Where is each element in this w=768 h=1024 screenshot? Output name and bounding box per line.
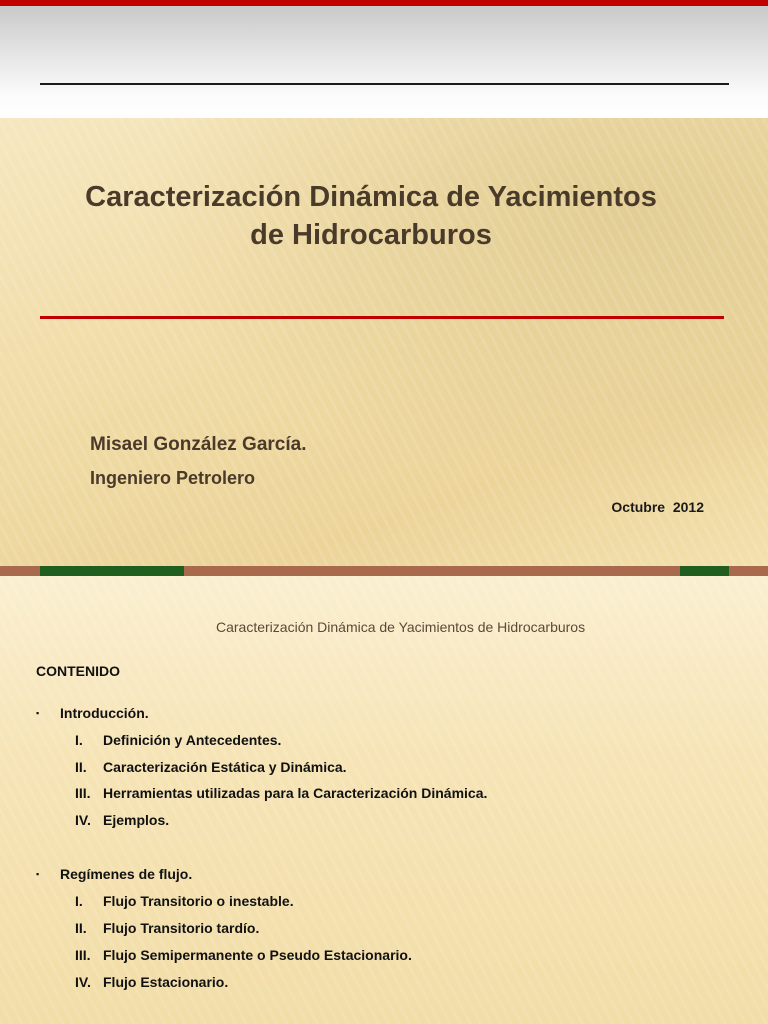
slide-divider-accent-right — [680, 566, 729, 576]
contents-slide — [0, 576, 768, 1024]
contents-slide-header: Caracterización Dinámica de Yacimientos de Hidrocarburos — [216, 619, 586, 635]
section-label: Regímenes de flujo. — [60, 866, 193, 882]
section-label: Introducción. — [60, 705, 149, 721]
item-number: III. — [75, 947, 91, 963]
previous-slide-band — [0, 6, 768, 118]
slide-divider-accent-left — [40, 566, 184, 576]
author-role: Ingeniero Petrolero — [90, 468, 256, 488]
item-number: III. — [75, 785, 91, 801]
list-item — [75, 732, 281, 748]
list-item — [75, 920, 259, 936]
list-item — [75, 812, 169, 828]
list-item-section-flow — [36, 866, 192, 882]
item-number: IV. — [75, 812, 91, 828]
bullet-icon: ▪ — [36, 708, 40, 718]
bullet-icon: ▪ — [36, 869, 40, 879]
item-text: Herramientas utilizadas para la Caracterización Dinámica. — [103, 785, 488, 801]
contents-heading: CONTENIDO — [36, 663, 120, 679]
list-item — [75, 947, 412, 963]
title-slide — [0, 118, 768, 566]
list-item-section-intro — [36, 705, 149, 721]
presentation-date: Octubre 2012 — [611, 499, 704, 515]
item-number: IV. — [75, 974, 91, 990]
author-name: Misael González García. — [90, 434, 307, 455]
item-text: Flujo Estacionario. — [103, 974, 229, 990]
item-number: II. — [75, 759, 87, 775]
slide-title-line-2: de Hidrocarburos — [250, 219, 492, 251]
item-text: Ejemplos. — [103, 812, 170, 828]
title-underline — [40, 316, 724, 319]
item-text: Flujo Semipermanente o Pseudo Estacionario. — [103, 947, 412, 963]
slide-title-line-1: Caracterización Dinámica de Yacimientos — [85, 181, 657, 213]
item-number: I. — [75, 732, 83, 748]
list-item — [75, 893, 294, 909]
list-item — [75, 759, 347, 775]
list-item — [75, 785, 487, 801]
item-number: II. — [75, 920, 87, 936]
top-divider-line — [40, 83, 729, 85]
item-text: Flujo Transitorio tardío. — [103, 920, 260, 936]
item-number: I. — [75, 893, 83, 909]
slide-title — [60, 178, 682, 254]
list-item — [75, 974, 228, 990]
item-text: Definición y Antecedentes. — [103, 732, 282, 748]
item-text: Caracterización Estática y Dinámica. — [103, 759, 347, 775]
item-text: Flujo Transitorio o inestable. — [103, 893, 294, 909]
